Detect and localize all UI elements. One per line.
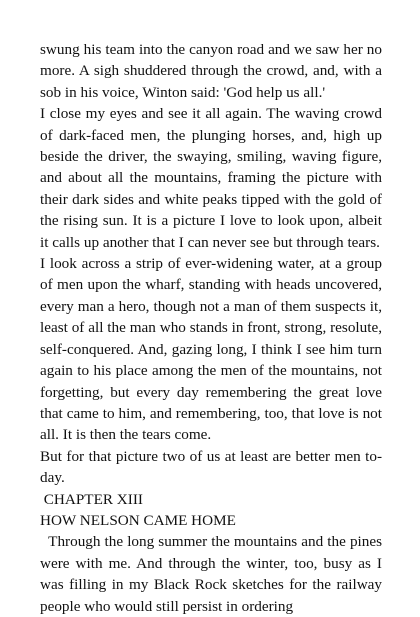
paragraph-closing: But for that picture two of us at least are better men to-day. [40,447,382,487]
chapter-opening-paragraph: Through the long summer the mountains and the pines were with me. And through the winter, too, busy as I was filling in my Black Rock sketches for the railway people who would still persist in ordering [40,533,386,615]
paragraph-memory: I close my eyes and see it all again. The waving crowd of dark-faced men, the plunging horses, and, high up beside the driver, the swaying, smiling, waving figure, and about all the mountains, framing the picture with their dark sides and white peaks tipped with the gold of the rising sun. It is a picture I love to look upon, albeit it calls up another that I can never see but through tears. [40,105,382,251]
paragraph-departure: swung his team into the canyon road and we saw her no more. A sigh shuddered through the crowd, and, with a sob in his voice, Winton said: 'God help us all.' [40,41,382,101]
chapter-title: HOW NELSON CAME HOME [40,511,236,529]
chapter-number: CHAPTER XIII [40,490,143,508]
paragraph-wharf: I look across a strip of ever-widening water, at a group of men upon the wharf, standing with heads uncovered, every man a hero, though not a man of them suspects it, least of all the man who stands in front, strong, resolute, self-conquered. And, gazing long, I think I see him turn again to his place among the men of the mountains, not forgetting, but every day remembering the great love that came to him, and remembering, too, that love is not all. It is then the tears come. [40,255,382,444]
book-page [40,39,386,617]
